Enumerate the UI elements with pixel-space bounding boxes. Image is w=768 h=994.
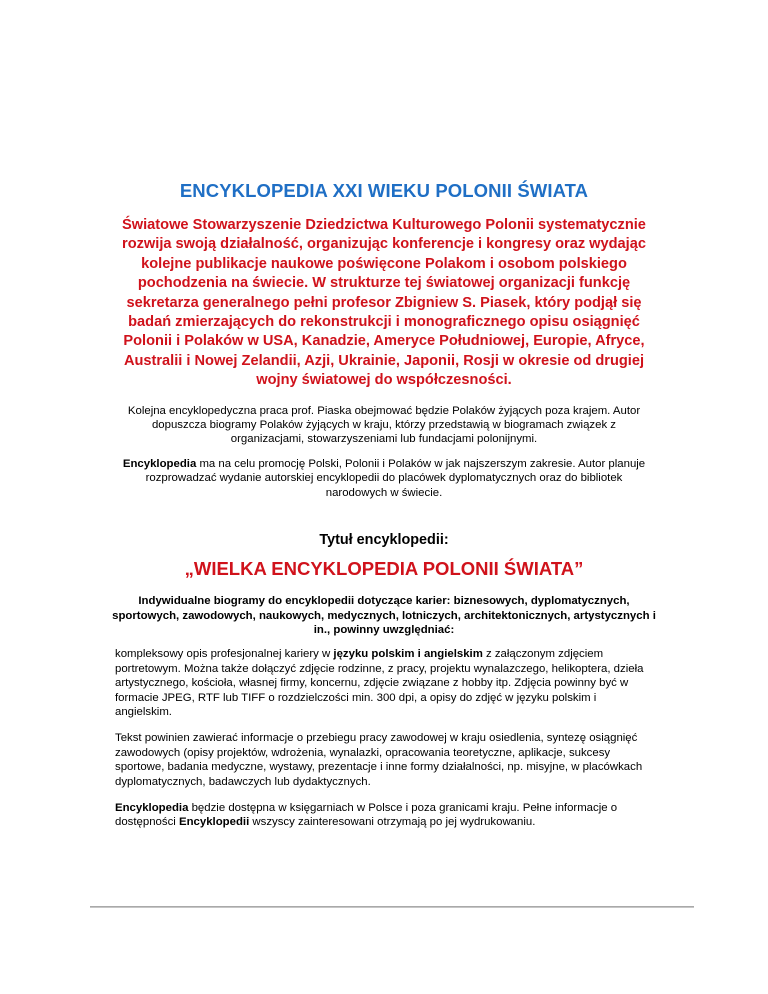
language-bold: języku polskim i angielskim	[333, 648, 483, 661]
encyclopedia-bold: Encyklopedia	[122, 457, 197, 470]
footer-divider	[90, 906, 694, 908]
availability-text-b: wszyscy zainteresowani otrzymają po jej wydrukowaniu.	[249, 816, 536, 829]
availability-paragraph	[115, 801, 653, 830]
lead-paragraph: Światowe Stowarzyszenie Dziedzictwa Kulturowego Polonii systematycznie rozwija swoją działalność, organizując konferencje i kongresy oraz wydając kolejne publikacje naukowe poświęcone Polakom i osobom polskiego pochodzenia na świecie. W strukturze tej światowej organizacji funkcję sekretarza generalnego pełni profesor Zbigniew S. Piasek, który podjął się badań zmierzających do rekonstrukcji i monograficznego opisu osiągnięć Polonii i Polaków w USA, Kanadzie, Ameryce Południowej, Europie, Afryce, Australii i Nowej Zelandii, Azji, Ukrainie, Japonii, Rosji w okresie od drugiej wojny światowej do współczesności.	[122, 217, 646, 389]
purpose-text: ma na celu promocję Polski, Polonii i Polaków w jak najszerszym zakresie. Autor planuje rozprowadzać wydanie autorskiej encyklopedii do placówek dyplomatycznych oraz do bibliotek narodowych w świecie.	[145, 457, 646, 499]
encyclopedia-title-label: Tytuł encyklopedii:	[319, 532, 449, 549]
intro-paragraph: Kolejna encyklopedyczna praca prof. Piaska obejmować będzie Polaków żyjących poza krajem. Autor dopuszcza biogramy Polaków żyjących w kraju, którzy przedstawią w biogramach związek z organizacjami, stowarzyszeniami lub fundacjami polonijnymi.	[127, 404, 641, 446]
career-text-b: z załączonym zdjęciem portretowym. Można także dołączyć zdjęcie rodzinne, z pracy, projektu wynalazczego, helikoptera, dzieła artystycznego, kościoła, własnej firmy, koncernu, zdjęcie związane z hobby itp. Zdjęcia powinny być w formacie JPEG, RTF lub TIFF o rozdzielczości min. 300 dpi, a opisy do zdjęć w języku polskim i angielskim.	[115, 648, 644, 718]
document-title: ENCYKLOPEDIA XXI WIEKU POLONII ŚWIATA	[179, 180, 589, 201]
career-description-paragraph	[115, 647, 653, 719]
encyclopedia-bold-3: Encyklopedii	[178, 816, 250, 829]
content-paragraph: Tekst powinien zawierać informacje o przebiegu pracy zawodowej w kraju osiedlenia, syntezę osiągnięć zawodowych (opisy projektów, wdrożenia, wynalazki, opracowania teoretyczne, aplikacje, sukcesy sportowe, badania medyczne, wystawy, prezentacje i inne formy działalności, np. misyjne, w placówkach dyplomatycznych, badawczych lub dydaktycznych.	[115, 732, 643, 788]
document-body	[112, 180, 656, 842]
career-text-a: kompleksowy opis profesjonalnej kariery w	[115, 648, 334, 661]
encyclopedia-title: „WIELKA ENCYKLOPEDIA POLONII ŚWIATA”	[184, 558, 584, 580]
encyclopedia-bold-2: Encyklopedia	[115, 801, 189, 814]
purpose-paragraph	[115, 457, 653, 500]
biography-requirements: Indywidualne biogramy do encyklopedii dotyczące karier: biznesowych, dyplomatycznych, sportowych, zawodowych, naukowych, medycznych, lotniczych, architektonicznych, artystycznych i in., powinny uwzględniać:	[112, 595, 656, 636]
availability-text-a: będzie dostępna w księgarniach w Polsce i poza granicami kraju. Pełne informacje o dostępności	[115, 801, 618, 829]
